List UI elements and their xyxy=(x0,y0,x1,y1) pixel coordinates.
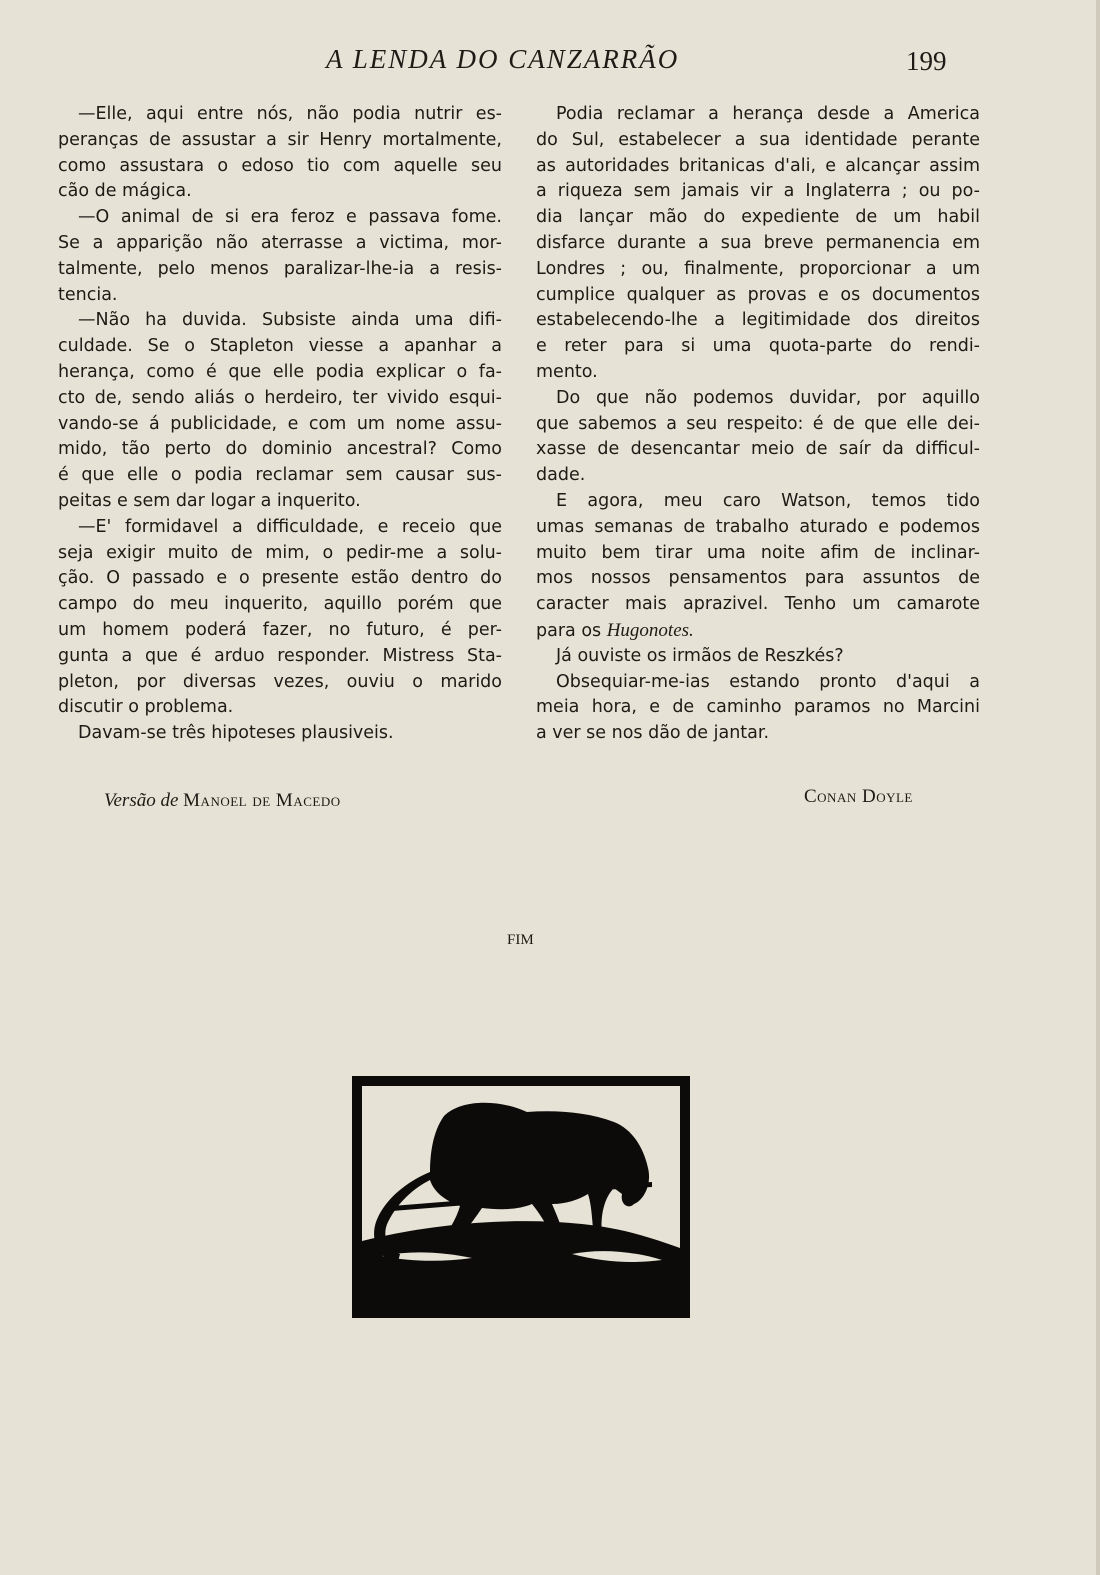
text-line xyxy=(536,128,980,154)
text-line xyxy=(58,128,502,154)
line-text: pleton, por diversas vezes, ouviu o marido xyxy=(58,671,502,692)
text-line xyxy=(58,334,502,360)
text-line xyxy=(536,283,980,309)
text-line xyxy=(58,102,502,128)
line-text: meia hora, e de caminho paramos no Marcini xyxy=(536,697,980,718)
line-text: muito bem tirar uma noite afim de inclinar- xyxy=(536,542,980,563)
right-text-column xyxy=(536,102,980,747)
left-text-column xyxy=(58,102,502,747)
line-text: ção. O passado e o presente estão dentro do xyxy=(58,568,502,589)
line-text: dade. xyxy=(536,465,586,486)
author-credit: Conan Doyle xyxy=(804,786,913,807)
text-line xyxy=(536,334,980,360)
line-text: a riqueza sem jamais vir a Inglaterra ; ou po- xyxy=(536,181,980,202)
translator-name: Manoel de Macedo xyxy=(183,790,341,811)
line-text: dia lançar mão do expediente de um habil xyxy=(536,207,980,228)
text-line xyxy=(58,179,502,205)
text-line xyxy=(536,489,980,515)
text-line xyxy=(58,515,502,541)
line-text: Se a apparição não aterrasse a victima, mor- xyxy=(58,232,502,253)
text-line xyxy=(536,618,980,644)
black-dog-woodcut xyxy=(352,1076,690,1318)
text-line xyxy=(58,154,502,180)
line-text: campo do meu inquerito, aquillo porém que xyxy=(58,594,502,615)
line-text: é que elle o podia reclamar sem causar sus- xyxy=(58,465,502,486)
line-text: as autoridades britanicas d'ali, e alcançar assim xyxy=(536,155,980,176)
line-text: caracter mais aprazivel. Tenho um camarote xyxy=(536,594,980,615)
line-text: —O animal de si era feroz e passava fome. xyxy=(78,207,502,228)
text-line xyxy=(536,308,980,334)
line-text: tencia. xyxy=(58,284,118,305)
line-text: cumplice qualquer as provas e os documentos xyxy=(536,284,980,305)
text-line xyxy=(536,179,980,205)
text-line xyxy=(536,437,980,463)
text-line xyxy=(536,721,980,747)
page-number: 199 xyxy=(906,46,947,76)
line-text: discutir o problema. xyxy=(58,697,234,718)
line-text: Já ouviste os irmãos de Reszkés? xyxy=(556,645,844,666)
text-line xyxy=(536,541,980,567)
line-text: gunta a que é arduo responder. Mistress Sta- xyxy=(58,645,502,666)
text-line xyxy=(58,257,502,283)
text-line xyxy=(536,154,980,180)
line-text: peranças de assustar a sir Henry mortalmente, xyxy=(58,129,502,150)
text-line xyxy=(536,231,980,257)
line-text: herança, como é que elle podia explicar o fa- xyxy=(58,361,502,382)
line-text: mido, tão perto do dominio ancestral? Como xyxy=(58,439,502,460)
line-text: como assustara o edoso tio com aquelle seu xyxy=(58,155,502,176)
text-line xyxy=(536,592,980,618)
line-italic-text: Hugonotes. xyxy=(606,619,694,641)
text-line xyxy=(58,618,502,644)
text-line xyxy=(536,670,980,696)
line-text: Londres ; ou, finalmente, proporcionar a um xyxy=(536,258,980,279)
line-text: estabelecendo-lhe a legitimidade dos direitos xyxy=(536,310,980,331)
line-text: e reter para si uma quota-parte do rendi- xyxy=(536,336,980,357)
page-edge xyxy=(1096,0,1100,1575)
text-line xyxy=(58,437,502,463)
line-text: Podia reclamar a herança desde a America xyxy=(556,104,980,124)
text-line xyxy=(536,205,980,231)
text-line xyxy=(58,489,502,515)
line-text: um homem poderá fazer, no futuro, é per- xyxy=(58,619,502,640)
text-line xyxy=(536,412,980,438)
line-text: do Sul, estabelecer a sua identidade perante xyxy=(536,129,980,150)
text-line xyxy=(58,644,502,670)
text-line xyxy=(58,412,502,438)
line-text: disfarce durante a sua breve permanencia em xyxy=(536,232,980,253)
line-text: Davam-se três hipoteses plausiveis. xyxy=(78,723,394,744)
text-line xyxy=(58,360,502,386)
line-text: mos nossos pensamentos para assuntos de xyxy=(536,568,980,589)
text-line xyxy=(536,515,980,541)
text-line xyxy=(58,541,502,567)
text-line xyxy=(58,231,502,257)
line-text: a ver se nos dão de jantar. xyxy=(536,723,770,744)
line-text: —Elle, aqui entre nós, não podia nutrir es- xyxy=(78,104,502,124)
text-line xyxy=(536,360,980,386)
text-line xyxy=(58,670,502,696)
line-text: Do que não podemos duvidar, por aquillo xyxy=(556,387,980,408)
text-line xyxy=(536,257,980,283)
text-line xyxy=(536,102,980,128)
line-text: para os xyxy=(536,620,607,641)
text-line xyxy=(58,566,502,592)
line-text: —Não ha duvida. Subsiste ainda uma difi- xyxy=(78,310,502,331)
line-text: seja exigir muito de mim, o pedir-me a solu- xyxy=(58,542,502,563)
text-line xyxy=(58,308,502,334)
line-text: cão de mágica. xyxy=(58,181,192,202)
line-text: vando-se á publicidade, e com um nome assu- xyxy=(58,413,502,434)
line-text: mento. xyxy=(536,361,598,382)
text-line xyxy=(536,695,980,721)
text-line xyxy=(58,695,502,721)
text-line xyxy=(58,386,502,412)
text-line xyxy=(536,644,980,670)
line-text: peitas e sem dar logar a inquerito. xyxy=(58,490,361,511)
text-line xyxy=(536,566,980,592)
translation-prefix: Versão de xyxy=(104,790,179,811)
line-text: culdade. Se o Stapleton viesse a apanhar a xyxy=(58,336,502,357)
translator-credit xyxy=(104,790,341,812)
text-line xyxy=(536,386,980,412)
line-text: talmente, pelo menos paralizar-lhe-ia a resis- xyxy=(58,258,502,279)
text-line xyxy=(536,463,980,489)
line-text: Obsequiar-me-ias estando pronto d'aqui a xyxy=(556,671,980,692)
line-text: umas semanas de trabalho aturado e podemos xyxy=(536,516,980,537)
text-line xyxy=(58,205,502,231)
woodcut-print xyxy=(352,1076,690,1318)
line-text: que sabemos a seu respeito: é de que elle dei- xyxy=(536,413,980,434)
text-line xyxy=(58,721,502,747)
text-line xyxy=(58,463,502,489)
line-text: xasse de desencantar meio de saír da difficul- xyxy=(536,439,980,460)
text-line xyxy=(58,592,502,618)
line-text: cto de, sendo aliás o herdeiro, ter vivido esqui- xyxy=(58,387,502,408)
text-line xyxy=(58,283,502,309)
line-text: —E' formidavel a difficuldade, e receio que xyxy=(78,516,502,537)
line-text: E agora, meu caro Watson, temos tido xyxy=(556,490,980,511)
end-mark: FIM xyxy=(507,932,534,948)
running-title: A LENDA DO CANZARRÃO xyxy=(326,44,680,74)
